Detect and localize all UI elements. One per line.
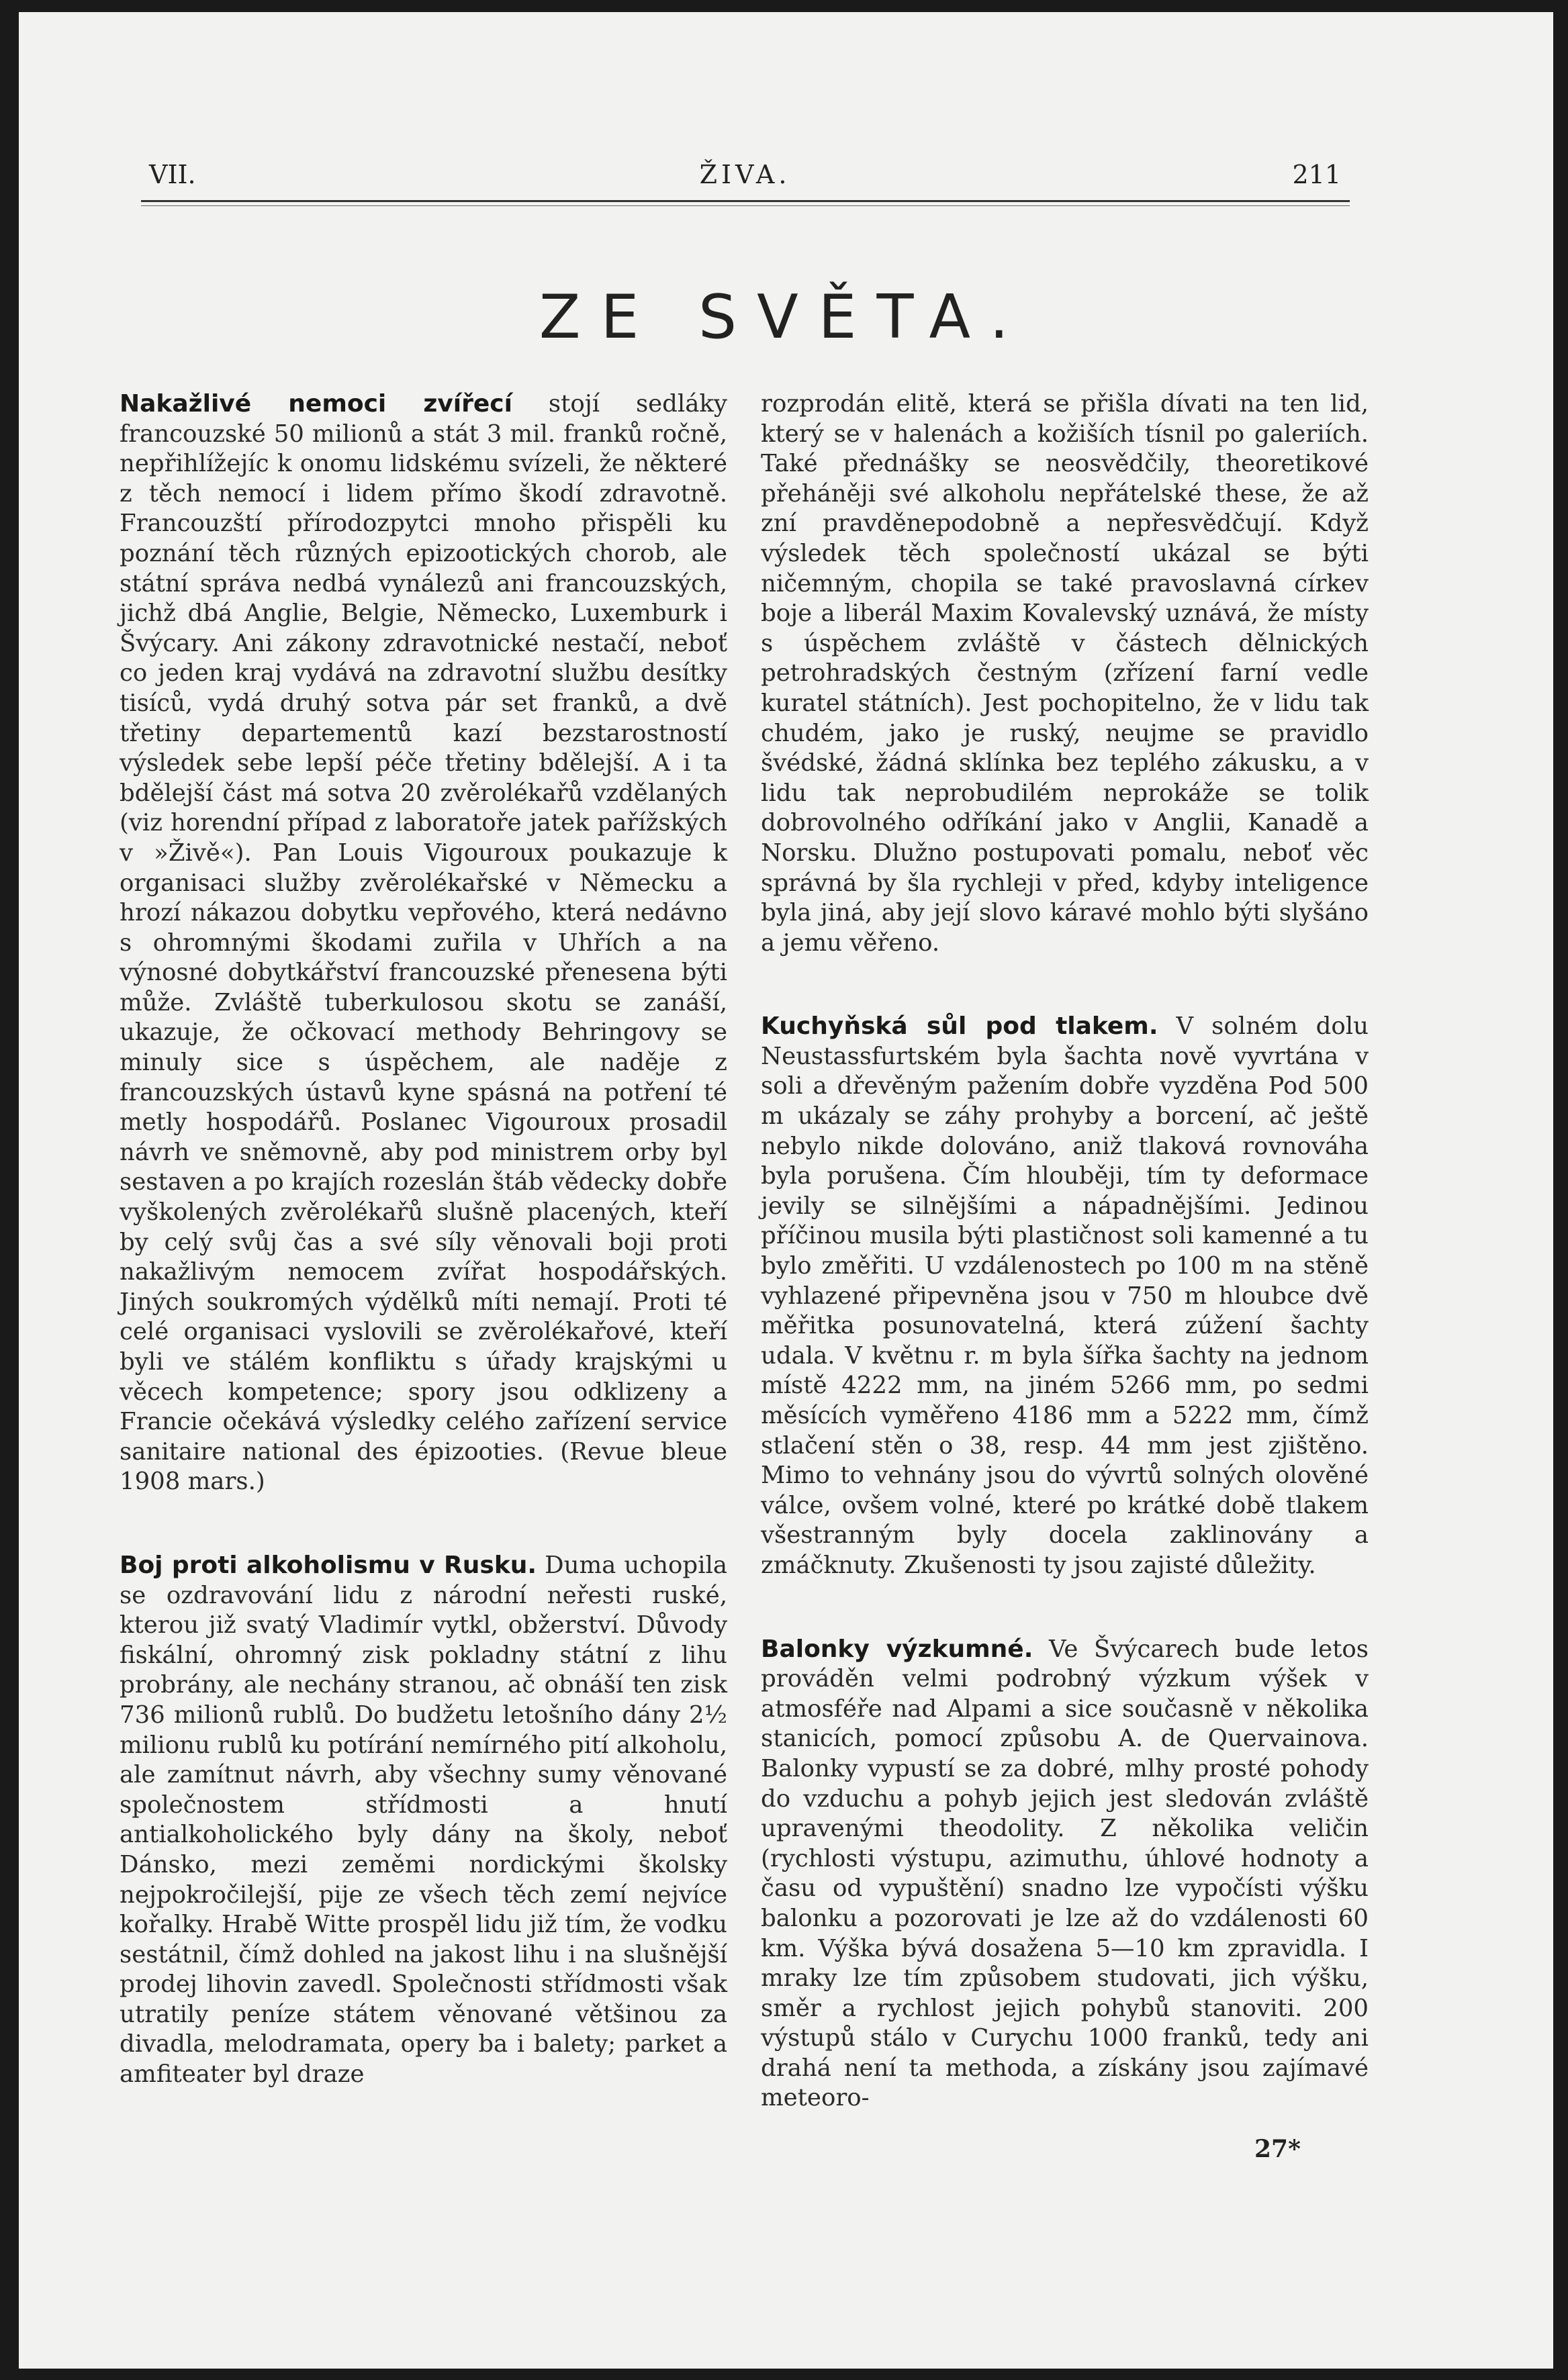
left-column xyxy=(120,389,727,2090)
page-number: 211 xyxy=(1292,160,1341,189)
article-continuation: rozprodán elitě, která se přišla dívati na ten lid, který se v halenách a kožiších tísnil po galeriích. Také přednášky se neosvědčily, theoretikové přeháněji své alkoholu nepřátelské these, že až zní pravděnepodobně a nepřesvědčují. Když výsledek těch společností ukázal se býti ničemným, chopila se také pravoslavná církev boje a liberál Maxim Kovalevský uznává, že místy s úspěchem zvláště v částech dělnických petrohradských čestným (zřízení farní vedle kuratel státních). Jest pochopitelno, že v lidu tak chudém, jako je ruský, neujme se pravidlo švédské, žádná sklínka bez teplého zákusku, a v lidu tak neprobudilém neprokáže se tolik dobrovolného odříkání jako v Anglii, Kanadě a Norsku. Dlužno postupovati pomalu, neboť věc správná by šla rychleji v před, kdyby inteligence byla jiná, aby její slovo káravé mohlo býti slyšáno a jemu věřeno. xyxy=(761,390,1369,957)
article-kuchynska-sul xyxy=(761,1012,1369,1580)
article-body: stojí sedláky francouzské 50 milionů a stát 3 mil. franků ročně, nepřihlížejíc k onomu lidskému svízeli, že některé z těch nemocí i lidem přímo škodí zdravotně. Francouzští přírodozpytci mnoho přispěli ku poznání těch různých epizootických chorob, ale státní správa nedbá vynálezů ani francouzských, jichž dbá Anglie, Belgie, Německo, Luxemburk i Švýcary. Ani zákony zdravotnické nestačí, neboť co jeden kraj vydává na zdravotní službu desítky tisíců, vydá druhý sotva pár set franků, a dvě třetiny departementů kazí bezstarostností výsledek sebe lepší péče třetiny bdělejší. A i ta bdělejší část má sotva 20 zvěrolékařů vzdělaných (viz horendní případ z laboratoře jatek pařížských v »Živě«). Pan Louis Vigouroux poukazuje k organisaci služby zvěrolékařské v Německu a hrozí nákazou dobytku vepřového, která nedávno s ohromnými škodami zuřila v Uhřích a na výnosné dobytkářství francouzské přenesena býti může. Zvláště tuberkulosou skotu se zanáší, ukazuje, že očkovací methody Behringovy se minuly sice s úspěchem, ale naděje z francouzských ústavů kyne spásná na potření té metly hospodářů. Poslanec Vigouroux prosadil návrh ve sněmovně, aby pod ministrem orby byl sestaven a po krajích rozeslán štáb vědecky dobře vyškolených zvěrolékařů slušně placených, kteří by celý svůj čas a své síly věnovali boji proti nakažlivým nemocem zvířat hospodářských. Jiných soukromých výdělků míti nemají. Proti té celé organisaci vyslovili se zvěrolékařové, kteří byli ve stálém konfliktu s úřady krajskými u věcech kompetence; spory jsou odklizeny a Francie očekává výsledky celého zařízení service sanitaire national des épizooties. (Revue bleue 1908 mars.) xyxy=(120,390,727,1496)
section-title: ZE SVĚTA. xyxy=(539,282,1029,352)
article-body: Duma uchopila se ozdravování lidu z národní neřesti ruské, kterou již svatý Vladimír vytkl, obžerství. Důvody fiskální, ohromný zisk pokladny státní z lihu probrány, ale nechány stranou, ač obnáší ten zisk 736 milionů rublů. Do budžetu letošního dány 2½ milionu rublů ku potírání nemírného pití alkoholu, ale zamítnut návrh, aby všechny sumy věnované společnostem střídmosti a hnutí antialkoholického byly dány na školy, neboť Dánsko, mezi zeměmi nordickými školsky nejpokročilejší, pije ze všech těch zemí nejvíce kořalky. Hrabě Witte prospěl lidu již tím, že vodku sestátnil, čímž dohled na jakost lihu i na slušnější prodej lihovin zavedl. Společnosti střídmosti však utratily peníze státem věnované většinou za divadla, melodramata, opery ba i balety; parket a amfiteater byl draze xyxy=(120,1551,727,2089)
article-nakazlive-nemoci xyxy=(120,389,727,1497)
article-body: V solném dolu Neustassfurtském byla šachta nově vyvrtána v soli a dřevěným pažením dobře vyzděna Pod 500 m ukázaly se záhy prohyby a borcení, ač ještě nebylo nikde dolováno, aniž tlaková rovnováha byla porušena. Čím hlouběji, tím ty deformace jevily se silnějšími a nápadnějšími. Jedinou příčinou musila býti plastičnost soli kamenné a tu bylo změřiti. U vzdálenostech po 100 m na stěně vyhlazené připevněna jsou v 750 m hloubce dvě měřitka posunovatelná, která zúžení šachty udala. V květnu r. m byla šířka šachty na jednom místě 4222 mm, na jiném 5266 mm, po sedmi měsících vyměřeno 4186 mm a 5222 mm, čímž stlačení stěn o 38, resp. 44 mm jest zjištěno. Mimo to vehnány jsou do vývrtů solných olověné válce, ovšem volné, které po krátké době tlakem všestranným byly docela zaklinovány a zmáčknuty. Zkušenosti ty jsou zajisté důležity. xyxy=(761,1012,1369,1579)
journal-title: ŽIVA. xyxy=(699,160,791,189)
article-body: Ve Švýcarech bude letos prováděn velmi podrobný výzkum výšek v atmosféře nad Alpami a sice současně v několika stanicích, pomocí způsobu A. de Quervainova. Balonky vypustí se za dobré, mlhy prosté pohody do vzduchu a pohyb jejich jest sledován zvláště upravenými theodolity. Z několika veličin (rychlosti výstupu, azimuthu, úhlové hodnoty a času od vypuštění) snadno lze vypočísti výšku balonku a pozorovati je lze až do vzdálenosti 60 km. Výška bývá dosažena 5—10 km zpravidla. I mraky lze tím způsobem studovati, jich výšku, směr a rychlost jejich pohybů stanoviti. 200 výstupů stálo v Curychu 1000 franků, tedy ani drahá není ta methoda, a získány jsou zajímavé meteoro- xyxy=(761,1635,1369,2112)
header-rule xyxy=(141,200,1350,202)
article-title: Boj proti alkoholismu v Rusku. xyxy=(120,1551,537,1579)
signature-mark: 27* xyxy=(1254,2135,1301,2163)
right-column xyxy=(761,389,1369,2113)
header-rule-thin xyxy=(141,205,1350,206)
article-balonky-vyzkumne xyxy=(761,1635,1369,2114)
volume-number: VII. xyxy=(149,160,196,189)
article-title: Kuchyňská sůl pod tlakem. xyxy=(761,1012,1158,1041)
running-header xyxy=(149,160,1341,193)
article-title: Balonky výzkumné. xyxy=(761,1635,1033,1663)
article-boj-proti-alkoholismu xyxy=(120,1551,727,2090)
article-title: Nakažlivé nemoci zvířecí xyxy=(120,390,512,418)
